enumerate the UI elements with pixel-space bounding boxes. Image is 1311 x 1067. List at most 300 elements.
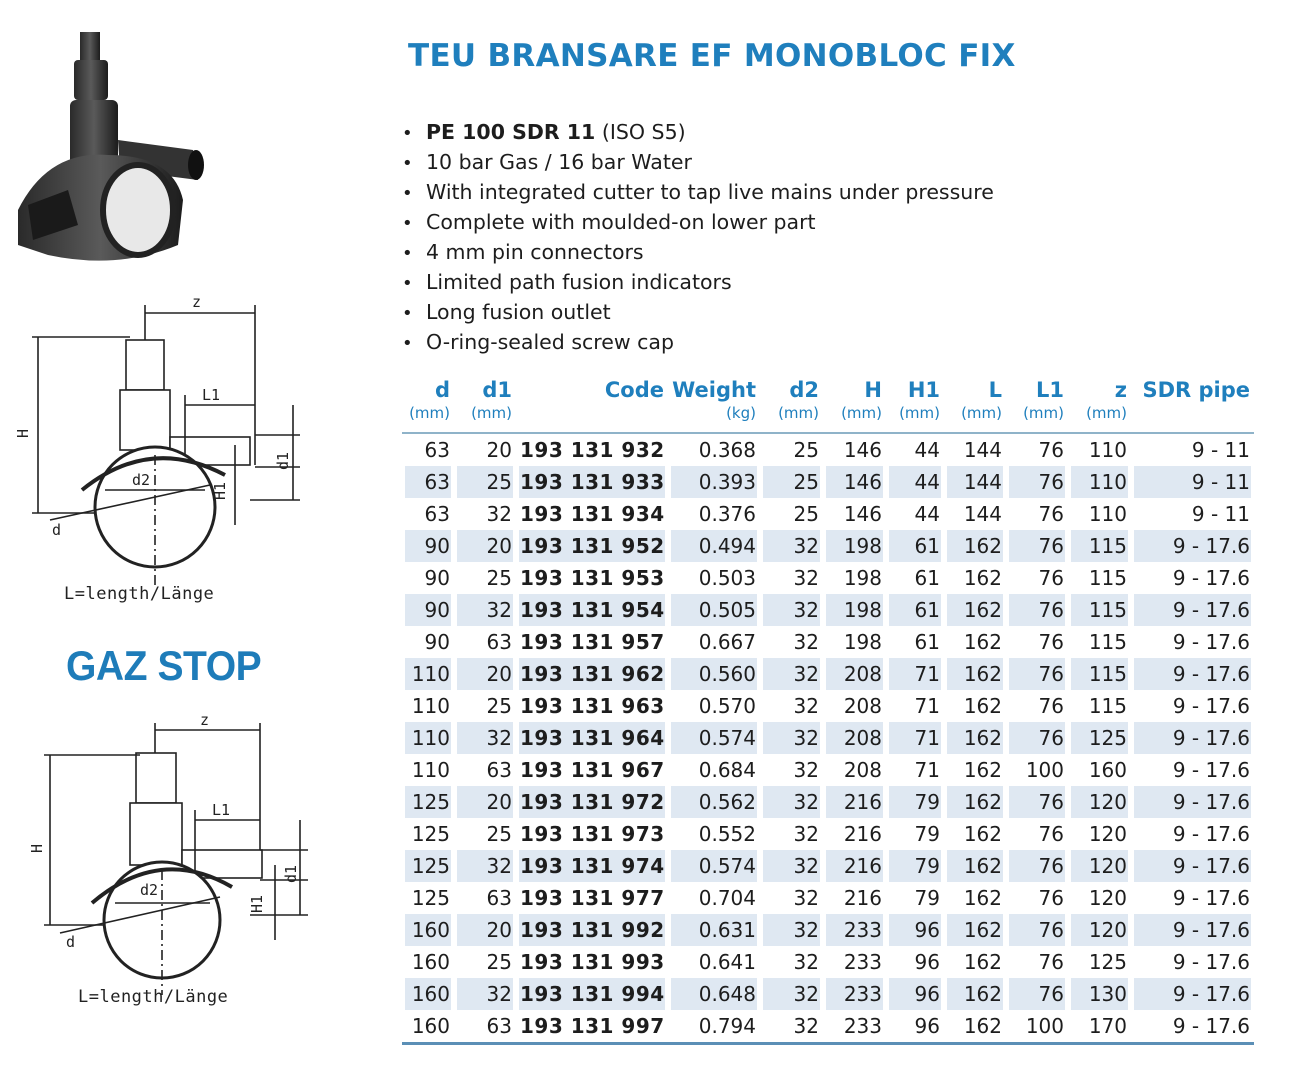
feature-item [402, 178, 994, 208]
table-cell: 25 [760, 466, 823, 498]
column-unit: (mm) [471, 404, 512, 422]
table-cell: 9 - 11 [1191, 438, 1250, 462]
table-cell: 76 [1006, 978, 1068, 1010]
table-cell: 193 131 977 [520, 886, 665, 910]
table-cell: 144 [944, 466, 1006, 498]
table-cell: 79 [914, 886, 940, 910]
dim-h-label: H [14, 428, 32, 438]
table-cell: 193 131 963 [520, 694, 665, 718]
column-unit: (kg) [726, 404, 756, 422]
table-cell: 0.562 [668, 786, 760, 818]
table-cell: 0.631 [668, 914, 760, 946]
table-cell: 0.560 [668, 658, 760, 690]
table-cell: 9 - 17.6 [1131, 786, 1254, 818]
table-cell: 79 [886, 786, 944, 818]
table-cell: 76 [1038, 950, 1064, 974]
table-cell: 61 [886, 530, 944, 562]
table-cell: 193 131 953 [520, 566, 665, 590]
table-cell: 115 [1088, 630, 1127, 654]
table-cell: 193 131 964 [516, 722, 668, 754]
table-cell: 0.393 [668, 466, 760, 498]
table-cell: 162 [963, 758, 1002, 782]
dim-h1-label: H1 [211, 481, 229, 500]
table-cell: 233 [843, 950, 882, 974]
feature-item [402, 298, 994, 328]
table-cell: 130 [1068, 978, 1131, 1010]
table-cell: 9 - 17.6 [1172, 822, 1250, 846]
table-row [402, 690, 1254, 722]
column-unit: (mm) [1086, 404, 1127, 422]
table-cell: 193 131 954 [516, 594, 668, 626]
column-header: Code [604, 378, 664, 402]
table-cell: 162 [944, 850, 1006, 882]
table-cell: 160 [1088, 758, 1127, 782]
table-cell: 76 [1038, 502, 1064, 526]
table-cell: 160 [411, 950, 450, 974]
table-cell: 63 [402, 466, 454, 498]
table-cell: 216 [843, 822, 882, 846]
table-row [402, 978, 1254, 1010]
table-cell: 32 [760, 530, 823, 562]
table-cell: 162 [944, 594, 1006, 626]
table-cell: 193 131 933 [516, 466, 668, 498]
table-cell: 9 - 17.6 [1172, 630, 1250, 654]
table-cell: 115 [1068, 658, 1131, 690]
table-cell: 0.552 [698, 822, 756, 846]
table-cell: 9 - 17.6 [1131, 850, 1254, 882]
table-row [402, 722, 1254, 754]
table-cell: 61 [886, 594, 944, 626]
table-cell: 160 [402, 914, 454, 946]
table-cell: 216 [823, 786, 886, 818]
feature-bold-text: PE 100 SDR 11 [426, 120, 596, 144]
table-cell: 125 [1088, 950, 1127, 974]
table-cell: 9 - 17.6 [1172, 886, 1250, 910]
table-row [402, 946, 1254, 978]
table-cell: 76 [1038, 822, 1064, 846]
table-cell: 76 [1006, 530, 1068, 562]
table-cell: 32 [454, 722, 516, 754]
table-cell: 63 [454, 1010, 516, 1044]
bullet-icon: • [402, 333, 413, 354]
column-unit: (mm) [1023, 404, 1064, 422]
table-cell: 110 [411, 758, 450, 782]
table-cell: 32 [793, 566, 819, 590]
table-cell: 233 [823, 1010, 886, 1044]
table-row [402, 433, 1254, 466]
table-cell: 90 [402, 530, 454, 562]
table-cell: 198 [843, 566, 882, 590]
table-row [402, 530, 1254, 562]
table-cell: 162 [944, 530, 1006, 562]
table-cell: 162 [963, 822, 1002, 846]
column-unit: (mm) [778, 404, 819, 422]
table-cell: 115 [1068, 530, 1131, 562]
table-cell: 32 [793, 694, 819, 718]
table-cell: 76 [1006, 722, 1068, 754]
table-cell: 193 131 952 [516, 530, 668, 562]
feature-item [402, 208, 994, 238]
feature-text: Limited path fusion indicators [426, 270, 732, 294]
table-cell: 170 [1068, 1010, 1131, 1044]
table-cell: 76 [1038, 438, 1064, 462]
feature-item [402, 268, 994, 298]
feature-text: (ISO S5) [595, 120, 686, 144]
table-cell: 61 [914, 630, 940, 654]
table-cell: 0.794 [668, 1010, 760, 1044]
table-cell: 162 [944, 1010, 1006, 1044]
table-cell: 9 - 17.6 [1172, 694, 1250, 718]
column-unit [516, 402, 668, 433]
column-unit: (mm) [899, 404, 940, 422]
bullet-icon: • [402, 243, 413, 264]
product-photo [8, 30, 208, 265]
table-cell: 71 [886, 658, 944, 690]
table-cell: 216 [823, 850, 886, 882]
table-cell: 20 [454, 530, 516, 562]
table-cell: 25 [793, 502, 819, 526]
table-row [402, 754, 1254, 786]
table-cell: 233 [823, 978, 886, 1010]
table-cell: 0.648 [668, 978, 760, 1010]
table-cell: 193 131 974 [516, 850, 668, 882]
table-cell: 162 [963, 630, 1002, 654]
column-header: L [988, 378, 1002, 402]
table-cell: 61 [914, 566, 940, 590]
table-cell: 193 131 957 [520, 630, 665, 654]
table-cell: 25 [486, 822, 512, 846]
table-cell: 146 [823, 466, 886, 498]
table-cell: 79 [914, 822, 940, 846]
table-cell: 63 [424, 502, 450, 526]
table-cell: 25 [454, 466, 516, 498]
table-row [402, 658, 1254, 690]
table-cell: 120 [1088, 822, 1127, 846]
table-cell: 63 [486, 630, 512, 654]
column-unit: (mm) [409, 404, 450, 422]
table-cell: 160 [402, 1010, 454, 1044]
table-cell: 63 [486, 758, 512, 782]
table-cell: 32 [760, 786, 823, 818]
table-row [402, 466, 1254, 498]
dim-l1-label: L1 [202, 386, 221, 404]
table-cell: 32 [793, 950, 819, 974]
table-cell: 146 [843, 438, 882, 462]
table-cell: 162 [963, 694, 1002, 718]
bullet-icon: • [402, 303, 413, 324]
table-cell: 90 [402, 594, 454, 626]
table-cell: 32 [760, 658, 823, 690]
table-cell: 76 [1006, 914, 1068, 946]
dim-d-label-2: d [66, 933, 76, 951]
table-cell: 44 [886, 466, 944, 498]
table-cell: 144 [963, 502, 1002, 526]
dim-z-label-2: z [200, 711, 210, 729]
table-cell: 100 [1006, 1010, 1068, 1044]
table-cell: 125 [402, 786, 454, 818]
table-cell: 0.667 [698, 630, 756, 654]
table-cell: 44 [914, 438, 940, 462]
table-cell: 0.574 [668, 850, 760, 882]
table-cell: 193 131 994 [516, 978, 668, 1010]
feature-text: With integrated cutter to tap live mains under pressure [426, 180, 994, 204]
column-header: Weight [672, 378, 756, 402]
table-cell: 9 - 17.6 [1131, 594, 1254, 626]
table-cell: 208 [843, 758, 882, 782]
table-cell: 76 [1038, 630, 1064, 654]
page-title: TEU BRANSARE EF MONOBLOC FIX [408, 38, 1016, 74]
table-cell: 120 [1068, 850, 1131, 882]
table-cell: 9 - 17.6 [1131, 1010, 1254, 1044]
dim-z-label: z [192, 293, 202, 311]
dim-h1-label-2: H1 [248, 894, 266, 913]
feature-text: Long fusion outlet [426, 300, 611, 324]
table-cell: 162 [944, 914, 1006, 946]
table-cell: 0.570 [698, 694, 756, 718]
table-row [402, 626, 1254, 658]
table-cell: 63 [486, 886, 512, 910]
dim-h-label-2: H [28, 843, 46, 853]
table-cell: 90 [424, 566, 450, 590]
table-cell: 162 [963, 950, 1002, 974]
table-cell: 162 [944, 978, 1006, 1010]
table-cell: 32 [454, 978, 516, 1010]
table-cell: 110 [402, 722, 454, 754]
table-cell: 32 [760, 1010, 823, 1044]
column-header: z [1114, 378, 1127, 402]
table-cell: 96 [886, 914, 944, 946]
bullet-icon: • [402, 273, 413, 294]
column-header: L1 [1036, 378, 1064, 402]
table-cell: 0.684 [698, 758, 756, 782]
table-cell: 20 [454, 914, 516, 946]
column-header: d1 [482, 378, 512, 402]
table-row [402, 818, 1254, 850]
table-cell: 198 [843, 630, 882, 654]
table-cell: 9 - 17.6 [1131, 658, 1254, 690]
bullet-icon: • [402, 213, 413, 234]
table-row [402, 594, 1254, 626]
column-header: H1 [907, 378, 940, 402]
dim-d1-label-2: d1 [282, 864, 300, 883]
table-cell: 44 [914, 502, 940, 526]
table-cell: 110 [1068, 466, 1131, 498]
feature-text: 10 bar Gas / 16 bar Water [426, 150, 692, 174]
table-cell: 208 [823, 722, 886, 754]
table-cell: 32 [760, 914, 823, 946]
table-cell: 193 131 997 [516, 1010, 668, 1044]
table-cell: 120 [1068, 914, 1131, 946]
table-cell: 9 - 17.6 [1172, 566, 1250, 590]
table-cell: 144 [963, 438, 1002, 462]
table-cell: 110 [1088, 502, 1127, 526]
table-cell: 32 [454, 594, 516, 626]
table-cell: 20 [486, 438, 512, 462]
drawing-caption-top: L=length/Länge [64, 584, 215, 604]
table-cell: 0.574 [668, 722, 760, 754]
table-cell: 162 [944, 722, 1006, 754]
table-cell: 76 [1006, 850, 1068, 882]
feature-item [402, 148, 994, 178]
table-units-row [402, 402, 1254, 433]
table-cell: 0.376 [698, 502, 756, 526]
table-cell: 100 [1025, 758, 1064, 782]
bullet-icon: • [402, 123, 413, 144]
table-cell: 32 [760, 722, 823, 754]
table-header-row [402, 370, 1254, 402]
feature-text: 4 mm pin connectors [426, 240, 644, 264]
table-cell: 63 [424, 438, 450, 462]
dim-d-label: d [52, 521, 62, 539]
table-body [402, 433, 1254, 1044]
table-cell: 146 [843, 502, 882, 526]
table-cell: 25 [486, 566, 512, 590]
table-cell: 115 [1068, 594, 1131, 626]
table-cell: 216 [843, 886, 882, 910]
table-cell: 193 131 934 [520, 502, 665, 526]
table-cell: 96 [886, 1010, 944, 1044]
spec-table [402, 370, 1254, 1045]
table-cell: 9 - 17.6 [1172, 950, 1250, 974]
table-cell: 76 [1006, 658, 1068, 690]
table-cell: 9 - 17.6 [1131, 530, 1254, 562]
table-row [402, 850, 1254, 882]
feature-list [402, 118, 994, 358]
table-row [402, 562, 1254, 594]
table-cell: 76 [1006, 466, 1068, 498]
table-row [402, 786, 1254, 818]
table-cell: 193 131 992 [516, 914, 668, 946]
dim-l1-label-2: L1 [212, 801, 231, 819]
table-cell: 76 [1006, 786, 1068, 818]
table-cell: 0.368 [698, 438, 756, 462]
table-cell: 125 [411, 822, 450, 846]
table-cell: 9 - 17.6 [1131, 978, 1254, 1010]
table-cell: 110 [1088, 438, 1127, 462]
bullet-icon: • [402, 183, 413, 204]
table-cell: 208 [843, 694, 882, 718]
table-row [402, 882, 1254, 914]
table-cell: 193 131 967 [520, 758, 665, 782]
column-unit [1131, 402, 1254, 433]
technical-drawing-top [10, 285, 310, 615]
column-header: d2 [789, 378, 819, 402]
table-cell: 193 131 993 [520, 950, 665, 974]
table-cell: 96 [886, 978, 944, 1010]
table-cell: 71 [914, 758, 940, 782]
table-cell: 115 [1088, 694, 1127, 718]
table-cell: 0.503 [698, 566, 756, 590]
table-cell: 193 131 932 [520, 438, 665, 462]
table-cell: 32 [454, 850, 516, 882]
table-cell: 9 - 11 [1131, 466, 1254, 498]
feature-item [402, 118, 994, 148]
table-cell: 162 [944, 658, 1006, 690]
table-cell: 110 [402, 658, 454, 690]
table-cell: 125 [402, 850, 454, 882]
drawing-caption-bottom: L=length/Länge [78, 987, 229, 1007]
table-cell: 125 [1068, 722, 1131, 754]
feature-text: O-ring-sealed screw cap [426, 330, 674, 354]
table-cell: 120 [1068, 786, 1131, 818]
table-cell: 160 [402, 978, 454, 1010]
table-row [402, 1010, 1254, 1044]
table-cell: 20 [454, 658, 516, 690]
column-header: H [864, 378, 882, 402]
table-cell: 76 [1038, 886, 1064, 910]
table-cell: 20 [454, 786, 516, 818]
table-cell: 32 [486, 502, 512, 526]
table-cell: 0.494 [668, 530, 760, 562]
dim-d1-label: d1 [274, 451, 292, 470]
table-cell: 0.704 [698, 886, 756, 910]
table-cell: 162 [944, 786, 1006, 818]
table-cell: 193 131 972 [516, 786, 668, 818]
table-cell: 9 - 17.6 [1131, 722, 1254, 754]
table-cell: 115 [1088, 566, 1127, 590]
table-cell: 233 [823, 914, 886, 946]
column-header: d [434, 378, 450, 402]
feature-item [402, 238, 994, 268]
table-cell: 32 [760, 978, 823, 1010]
table-cell: 71 [914, 694, 940, 718]
table-cell: 96 [914, 950, 940, 974]
table-cell: 76 [1038, 694, 1064, 718]
table-cell: 9 - 17.6 [1172, 758, 1250, 782]
table-cell: 32 [760, 850, 823, 882]
table-cell: 120 [1088, 886, 1127, 910]
table-cell: 9 - 17.6 [1131, 914, 1254, 946]
gaz-stop-heading: GAZ STOP [66, 642, 262, 689]
table-cell: 198 [823, 530, 886, 562]
table-cell: 0.505 [668, 594, 760, 626]
table-cell: 193 131 973 [520, 822, 665, 846]
table-row [402, 498, 1254, 530]
table-cell: 76 [1038, 566, 1064, 590]
table-cell: 198 [823, 594, 886, 626]
table-cell: 32 [793, 630, 819, 654]
table-cell: 32 [793, 886, 819, 910]
table-cell: 32 [760, 594, 823, 626]
table-cell: 25 [486, 694, 512, 718]
table-cell: 32 [793, 758, 819, 782]
table-cell: 9 - 11 [1191, 502, 1250, 526]
table-cell: 76 [1006, 594, 1068, 626]
table-cell: 25 [486, 950, 512, 974]
table-cell: 0.641 [698, 950, 756, 974]
technical-drawing-bottom [20, 705, 320, 1005]
table-cell: 90 [424, 630, 450, 654]
column-unit: (mm) [961, 404, 1002, 422]
column-unit: (mm) [841, 404, 882, 422]
table-cell: 71 [886, 722, 944, 754]
table-cell: 193 131 962 [516, 658, 668, 690]
table-cell: 25 [793, 438, 819, 462]
table-cell: 162 [963, 566, 1002, 590]
table-cell: 79 [886, 850, 944, 882]
table-cell: 208 [823, 658, 886, 690]
table-cell: 32 [793, 822, 819, 846]
table-cell: 125 [411, 886, 450, 910]
table-cell: 110 [411, 694, 450, 718]
bullet-icon: • [402, 153, 413, 174]
table-row [402, 914, 1254, 946]
dim-d2-label-2: d2 [140, 881, 159, 899]
dim-d2-label: d2 [132, 471, 151, 489]
column-header: SDR pipe [1142, 378, 1250, 402]
feature-item [402, 328, 994, 358]
table-cell: 162 [963, 886, 1002, 910]
